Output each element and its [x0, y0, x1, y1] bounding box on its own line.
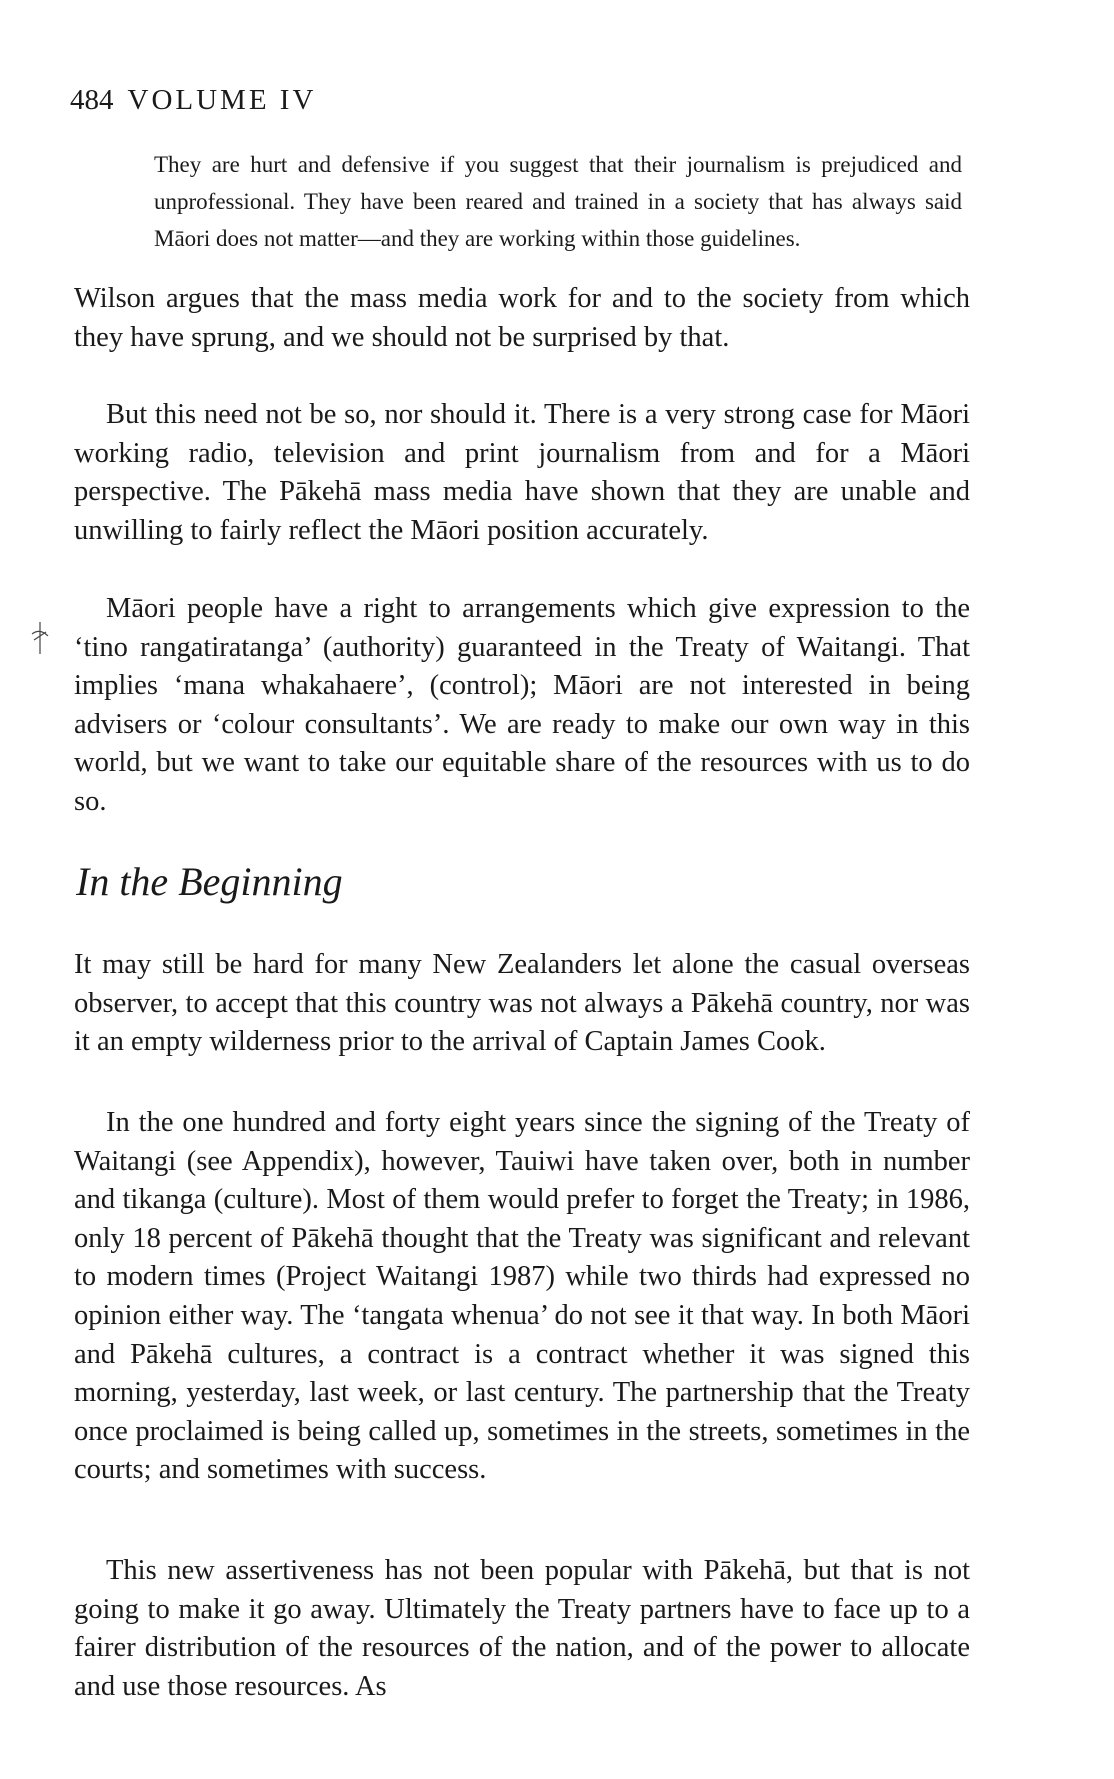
paragraph-treaty-years: In the one hundred and forty eight years since the signing of the Treaty of Waitangi (see Appendix), however, Tauiwi have taken over, both in number and tikanga (culture). Most of them would prefer to forget the Treaty; in 1986, only 18 percent of Pākehā thought that the Treaty was significant and relevant to modern times (Project Waitangi 1987) while two thirds had expressed no opinion either way. The ‘tangata whenua’ do not see it that way. In both Māori and Pākehā cultures, a contract is a contract whether it was signed this morning, yesterday, last week, or last century. The partnership that the Treaty once proclaimed is being called up, sometimes in the streets, sometimes in the courts; and sometimes with success. — [74, 1107, 970, 1486]
block-quote: They are hurt and defensive if you suggest that their journalism is prejudiced and unprofessional. They have been reared and trained in a society that has always said Māori does not matter—and they are working within those guidelines. — [154, 152, 962, 251]
paragraph-maori-perspective: But this need not be so, nor should it. There is a very strong case for Māori working radio, television and print journalism from and for a Māori perspective. The Pākehā mass media have shown that they are unable and unwilling to fairly reflect the Māori position accurately. — [74, 399, 970, 546]
paragraph-not-always-pakeha: It may still be hard for many New Zealanders let alone the casual overseas observer, to accept that this country was not always a Pākehā country, nor was it an empty wilderness prior to the arrival of Captain James Cook. — [74, 949, 970, 1058]
paragraph-new-assertiveness: This new assertiveness has not been popular with Pākehā, but that is not going to make it go away. Ultimately the Treaty partners have to face up to a fairer distribution of the resources of the nation, and of the power to allocate and use those resources. As — [74, 1555, 970, 1702]
running-header — [70, 86, 316, 115]
handwritten-margin-mark — [28, 620, 52, 656]
page-number: 484 — [70, 84, 114, 116]
paragraph-tino-rangatiratanga: Māori people have a right to arrangements which give expression to the ‘tino rangatiratanga’ (authority) guaranteed in the Treaty of Waitangi. That implies ‘mana whakahaere’, (control); Māori are not interested in being advisers or ‘colour consultants’. We are ready to make our own way in this world, but we want to take our equitable share of the resources with us to do so. — [74, 593, 970, 817]
section-heading: In the Beginning — [76, 859, 343, 904]
paragraph-wilson-argues: Wilson argues that the mass media work for and to the society from which they have sprung, and we should not be surprised by that. — [74, 283, 970, 353]
volume-label: VOLUME IV — [127, 84, 317, 116]
